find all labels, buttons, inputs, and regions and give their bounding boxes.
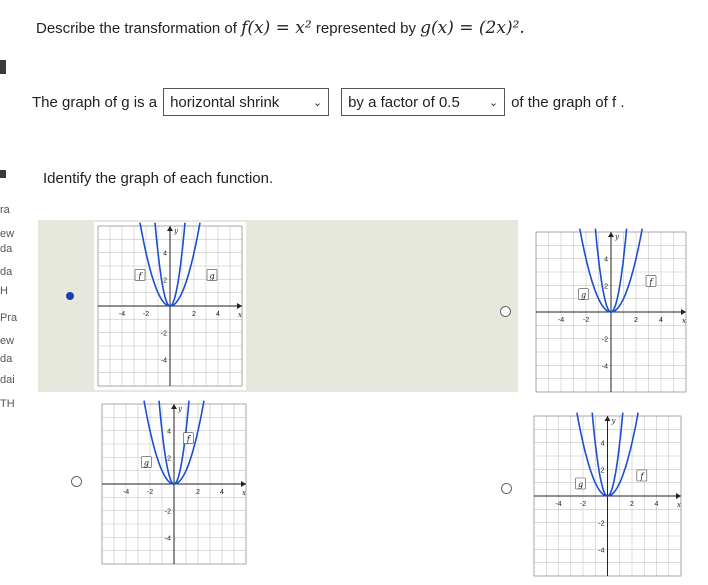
y-axis-arrow xyxy=(167,226,173,231)
graph-option-a[interactable] xyxy=(94,222,246,390)
chevron-down-icon: ⌄ xyxy=(312,96,323,109)
y-tick-label: -2 xyxy=(598,520,605,528)
y-tick-label: -4 xyxy=(601,363,608,371)
y-tick-label: 2 xyxy=(163,277,167,285)
x-tick-label: -4 xyxy=(122,489,130,496)
x-tick-label: -4 xyxy=(118,311,126,318)
x-tick-label: -4 xyxy=(557,317,565,324)
x-tick-label: -2 xyxy=(582,317,590,324)
graph-option-d[interactable] xyxy=(530,412,685,580)
x-tick-label: 2 xyxy=(196,489,200,496)
factor-dropdown[interactable] xyxy=(341,88,505,116)
instruction-text: Identify the graph of each function. xyxy=(43,170,274,187)
question-text xyxy=(36,18,525,38)
sidebar-fragment[interactable]: ra xyxy=(0,204,10,216)
y-tick-label: -4 xyxy=(598,547,605,555)
x-tick-label: -2 xyxy=(146,489,154,496)
x-axis-arrow xyxy=(681,309,686,315)
sidebar-fragment[interactable]: da xyxy=(0,266,13,278)
y-tick-label: 2 xyxy=(600,467,605,475)
sidebar-fragment[interactable]: da xyxy=(0,243,13,255)
question-middle: represented by xyxy=(315,20,416,37)
x-axis-arrow xyxy=(241,481,246,487)
graph-plot xyxy=(98,400,250,568)
g-label: g xyxy=(580,290,587,300)
x-tick-label: -4 xyxy=(555,501,562,508)
chevron-down-icon: ⌄ xyxy=(488,96,499,109)
x-axis-arrow xyxy=(237,303,242,309)
graph-plot xyxy=(530,412,685,580)
x-tick-label: 2 xyxy=(192,311,196,318)
x-tick-label: -2 xyxy=(579,501,587,508)
x-tick-label: 2 xyxy=(630,501,634,508)
x-tick-label: 2 xyxy=(634,317,638,324)
graph-option-c[interactable] xyxy=(98,400,250,568)
f-label: f xyxy=(649,277,653,287)
sidebar-fragment[interactable]: H xyxy=(0,285,8,297)
graph-option-b-radio[interactable] xyxy=(500,306,511,317)
y-axis-arrow xyxy=(608,232,614,237)
sidebar-edge-marker xyxy=(0,60,6,74)
y-axis-label: y xyxy=(174,227,178,235)
sidebar-fragment[interactable]: ew xyxy=(0,228,15,240)
graph-option-d-radio[interactable] xyxy=(501,483,512,494)
x-tick-label: -2 xyxy=(142,311,150,318)
y-axis-label: y xyxy=(611,417,616,425)
x-tick-label: 4 xyxy=(220,489,224,496)
answer-prefix: The graph of g is a xyxy=(32,93,158,111)
y-tick-label: 4 xyxy=(604,256,608,264)
factor-label: by a factor of xyxy=(348,93,435,111)
graph-plot xyxy=(532,228,690,396)
f-label: f xyxy=(186,434,190,444)
sidebar-fragment[interactable]: ew xyxy=(0,335,15,347)
f-expression: f(x) = x² xyxy=(241,18,312,38)
x-axis-label: x xyxy=(242,489,246,497)
sidebar-edge-marker xyxy=(0,170,6,178)
x-tick-label: 4 xyxy=(216,311,220,318)
y-tick-label: 4 xyxy=(163,250,167,258)
f-label: f xyxy=(138,271,142,281)
y-axis-arrow xyxy=(605,416,611,421)
answer-sentence xyxy=(32,88,625,116)
y-tick-label: 2 xyxy=(167,455,171,463)
graph-plot xyxy=(94,222,246,390)
y-tick-label: 4 xyxy=(167,428,171,436)
x-axis-label: x xyxy=(238,311,242,319)
x-axis-arrow xyxy=(676,493,681,499)
graph-option-b[interactable] xyxy=(532,228,690,396)
y-tick-label: -2 xyxy=(160,330,167,338)
g-label: g xyxy=(143,458,149,468)
sidebar-fragment[interactable]: dai xyxy=(0,374,15,386)
g-label: g xyxy=(577,480,584,489)
y-axis-label: y xyxy=(178,405,182,413)
y-tick-label: 4 xyxy=(600,440,605,448)
transformation-type-dropdown[interactable] xyxy=(163,88,329,116)
x-tick-label: 4 xyxy=(654,501,659,508)
y-tick-label: -4 xyxy=(164,535,171,543)
y-axis-arrow xyxy=(171,404,177,409)
graph-option-a-radio[interactable] xyxy=(66,292,74,300)
f-label: f xyxy=(640,472,644,481)
sidebar-fragment[interactable]: Pra xyxy=(0,312,18,324)
y-tick-label: 2 xyxy=(604,283,608,291)
x-axis-label: x xyxy=(682,317,686,325)
question-prefix: Describe the transformation of xyxy=(36,20,237,37)
answer-suffix: of the graph of f . xyxy=(511,93,625,111)
x-tick-label: 4 xyxy=(659,317,663,324)
y-tick-label: -4 xyxy=(160,357,167,365)
transformation-type-value: horizontal shrink xyxy=(170,93,280,111)
sidebar-fragment[interactable]: TH xyxy=(0,398,15,410)
y-tick-label: -2 xyxy=(601,336,608,344)
g-expression: g(x) = (2x)². xyxy=(420,18,525,38)
sidebar-fragment[interactable]: da xyxy=(0,353,13,365)
g-label: g xyxy=(209,271,215,281)
y-tick-label: -2 xyxy=(164,508,171,516)
graph-option-c-radio[interactable] xyxy=(71,476,82,487)
factor-value: 0.5 xyxy=(438,93,460,111)
y-axis-label: y xyxy=(615,233,619,241)
x-axis-label: x xyxy=(677,501,681,509)
